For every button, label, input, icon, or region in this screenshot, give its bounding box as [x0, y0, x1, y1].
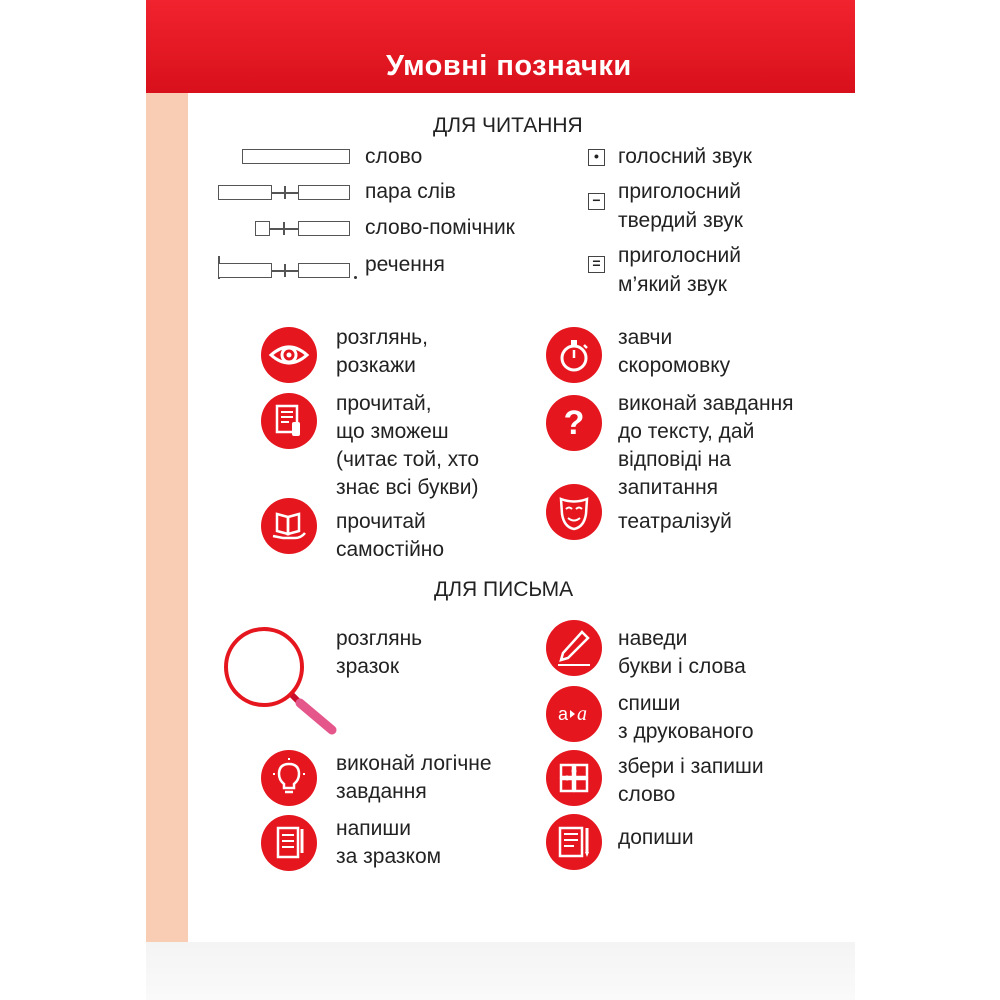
writing-section-title: ДЛЯ ПИСЬМА	[434, 578, 574, 601]
theatre-mask-icon	[546, 484, 602, 540]
complete-label: допиши	[618, 826, 694, 849]
assemble-label-2: слово	[618, 783, 676, 806]
read-what-can-label-1: прочитай,	[336, 392, 432, 415]
paper-pencil-icon	[546, 814, 602, 870]
read-what-can-label-4: знає всі букви)	[336, 476, 479, 499]
task-label-1: виконай завдання	[618, 392, 794, 415]
write-by-sample-label-1: напиши	[336, 817, 411, 840]
open-book-hand-icon	[261, 498, 317, 554]
soft-consonant-symbol: =	[588, 256, 605, 273]
vowel-sound-label: голосний звук	[618, 145, 752, 168]
learn-label-2: скоромовку	[618, 354, 731, 377]
helper-word-label: слово-помічник	[365, 216, 515, 239]
magnifier-icon	[222, 625, 342, 737]
eye-icon	[261, 327, 317, 383]
soft-consonant-label-1: приголосний	[618, 244, 741, 267]
word-pair-label: пара слів	[365, 180, 456, 203]
document-pointer-icon	[261, 393, 317, 449]
hard-consonant-label-2: твердий звук	[618, 209, 743, 232]
assemble-label-1: збери і запиши	[618, 755, 764, 778]
page-title: Умовні позначки	[386, 50, 632, 82]
theatre-label: театралізуй	[618, 510, 732, 533]
word-label: слово	[365, 145, 423, 168]
read-self-label-2: самостійно	[336, 538, 445, 561]
task-label-4: запитання	[618, 476, 719, 499]
look-label-2: розкажи	[336, 354, 416, 377]
pen-icon	[546, 620, 602, 676]
trace-label-1: наведи	[618, 627, 688, 650]
trace-label-2: букви і слова	[618, 655, 746, 678]
svg-text:a: a	[577, 703, 587, 725]
notebook-pen-icon	[261, 815, 317, 871]
logic-label-2: завдання	[336, 780, 427, 803]
hard-consonant-label-1: приголосний	[618, 180, 741, 203]
read-self-label-1: прочитай	[336, 510, 426, 533]
page-bottom-shade	[146, 942, 855, 1000]
look-label-1: розглянь,	[336, 326, 428, 349]
soft-consonant-label-2: м’який звук	[618, 273, 727, 296]
puzzle-icon	[546, 750, 602, 806]
vowel-sound-symbol: •	[588, 149, 605, 166]
legend-page	[146, 0, 855, 942]
svg-text:a: a	[558, 704, 569, 724]
sample-label-1: розглянь	[336, 627, 423, 650]
task-label-3: відповіді на	[618, 448, 731, 471]
letter-a-arrow-icon	[546, 686, 602, 742]
sample-label-2: зразок	[336, 655, 400, 678]
reading-section-title: ДЛЯ ЧИТАННЯ	[433, 114, 583, 137]
question-mark-icon	[546, 395, 602, 451]
lightbulb-icon	[261, 750, 317, 806]
stopwatch-icon	[546, 327, 602, 383]
header-banner	[146, 0, 855, 93]
write-by-sample-label-2: за зразком	[336, 845, 442, 868]
read-what-can-label-2: що зможеш	[336, 420, 449, 443]
logic-label-1: виконай логічне	[336, 752, 492, 775]
sentence-label: речення	[365, 253, 445, 276]
task-label-2: до тексту, дай	[618, 420, 755, 443]
side-strip	[146, 93, 188, 942]
copy-label-1: спиши	[618, 692, 681, 715]
copy-label-2: з друкованого	[618, 720, 754, 743]
read-what-can-label-3: (читає той, хто	[336, 448, 480, 471]
learn-label-1: завчи	[618, 326, 673, 349]
hard-consonant-symbol: −	[588, 193, 605, 210]
svg-text:?: ?	[563, 404, 585, 442]
